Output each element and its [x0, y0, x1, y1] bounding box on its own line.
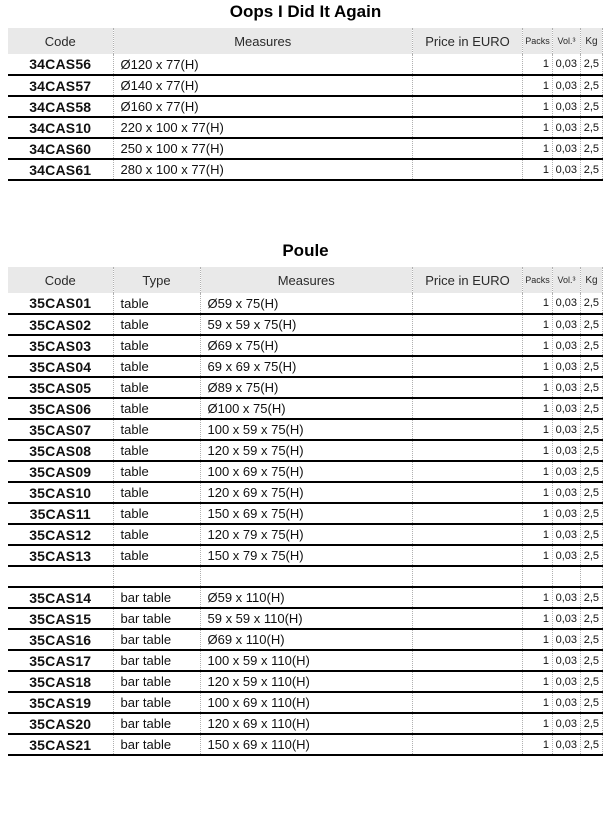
cell-measures: Ø69 x 75(H): [200, 335, 413, 356]
table-row: [8, 524, 603, 545]
column-header-packs: Packs: [523, 28, 553, 54]
cell-code: 35CAS20: [8, 713, 113, 734]
cell-type: bar table: [113, 692, 200, 713]
spacer-cell: [8, 566, 113, 587]
cell-code: 35CAS05: [8, 377, 113, 398]
cell-kg: 2,5: [581, 545, 603, 566]
cell-type: bar table: [113, 713, 200, 734]
table-row: [8, 398, 603, 419]
cell-vol: 0,03: [553, 293, 581, 314]
cell-measures: Ø160 x 77(H): [113, 96, 413, 117]
cell-type: table: [113, 377, 200, 398]
cell-price: [413, 159, 523, 180]
spacer-cell: [523, 566, 553, 587]
cell-packs: 1: [523, 117, 553, 138]
cell-vol: 0,03: [553, 713, 581, 734]
cell-measures: 120 x 69 x 110(H): [200, 713, 413, 734]
cell-measures: Ø120 x 77(H): [113, 54, 413, 75]
cell-measures: 120 x 69 x 75(H): [200, 482, 413, 503]
cell-packs: 1: [523, 293, 553, 314]
cell-price: [413, 734, 523, 755]
cell-price: [413, 75, 523, 96]
cell-code: 35CAS16: [8, 629, 113, 650]
cell-measures: 120 x 79 x 75(H): [200, 524, 413, 545]
cell-measures: Ø59 x 75(H): [200, 293, 413, 314]
product-table-poule: [8, 267, 603, 756]
table-header: [8, 28, 603, 54]
column-header-packs: Packs: [523, 267, 553, 293]
cell-price: [413, 398, 523, 419]
table-row: [8, 713, 603, 734]
cell-kg: 2,5: [581, 54, 603, 75]
cell-kg: 2,5: [581, 356, 603, 377]
cell-type: table: [113, 293, 200, 314]
cell-type: table: [113, 482, 200, 503]
cell-measures: 220 x 100 x 77(H): [113, 117, 413, 138]
cell-price: [413, 54, 523, 75]
cell-price: [413, 419, 523, 440]
cell-measures: 150 x 69 x 75(H): [200, 503, 413, 524]
table-row: [8, 419, 603, 440]
cell-measures: 120 x 59 x 75(H): [200, 440, 413, 461]
table-row: [8, 587, 603, 608]
table-row: [8, 503, 603, 524]
cell-code: 35CAS01: [8, 293, 113, 314]
cell-packs: 1: [523, 734, 553, 755]
cell-packs: 1: [523, 356, 553, 377]
cell-kg: 2,5: [581, 650, 603, 671]
cell-price: [413, 293, 523, 314]
cell-type: table: [113, 440, 200, 461]
column-header-measures: Measures: [200, 267, 413, 293]
cell-vol: 0,03: [553, 419, 581, 440]
cell-type: bar table: [113, 671, 200, 692]
cell-code: 34CAS60: [8, 138, 113, 159]
cell-vol: 0,03: [553, 461, 581, 482]
cell-type: table: [113, 419, 200, 440]
cell-measures: 100 x 59 x 110(H): [200, 650, 413, 671]
table-header: [8, 267, 603, 293]
cell-packs: 1: [523, 314, 553, 335]
cell-vol: 0,03: [553, 524, 581, 545]
cell-vol: 0,03: [553, 545, 581, 566]
table-row: [8, 650, 603, 671]
column-header-code: Code: [8, 267, 113, 293]
cell-price: [413, 503, 523, 524]
cell-kg: 2,5: [581, 608, 603, 629]
cell-price: [413, 138, 523, 159]
cell-measures: 100 x 69 x 75(H): [200, 461, 413, 482]
cell-code: 35CAS14: [8, 587, 113, 608]
table-row: [8, 377, 603, 398]
cell-measures: 150 x 69 x 110(H): [200, 734, 413, 755]
cell-vol: 0,03: [553, 692, 581, 713]
cell-vol: 0,03: [553, 440, 581, 461]
cell-measures: Ø89 x 75(H): [200, 377, 413, 398]
spacer-cell: [413, 566, 523, 587]
cell-vol: 0,03: [553, 671, 581, 692]
cell-price: [413, 377, 523, 398]
cell-price: [413, 461, 523, 482]
column-header-kg: Kg: [581, 267, 603, 293]
table-row: [8, 440, 603, 461]
table-row: [8, 75, 603, 96]
cell-code: 35CAS17: [8, 650, 113, 671]
cell-vol: 0,03: [553, 734, 581, 755]
cell-type: bar table: [113, 650, 200, 671]
cell-type: table: [113, 335, 200, 356]
spacer-cell: [113, 566, 200, 587]
table-title: Oops I Did It Again: [229, 2, 382, 21]
cell-measures: 69 x 69 x 75(H): [200, 356, 413, 377]
cell-vol: 0,03: [553, 117, 581, 138]
cell-type: bar table: [113, 587, 200, 608]
table-row: [8, 734, 603, 755]
cell-kg: 2,5: [581, 138, 603, 159]
cell-kg: 2,5: [581, 461, 603, 482]
table-row: [8, 461, 603, 482]
column-header-vol: Vol.³: [553, 28, 581, 54]
cell-packs: 1: [523, 692, 553, 713]
cell-packs: 1: [523, 629, 553, 650]
cell-packs: 1: [523, 545, 553, 566]
cell-packs: 1: [523, 419, 553, 440]
cell-code: 35CAS21: [8, 734, 113, 755]
cell-type: table: [113, 314, 200, 335]
cell-code: 35CAS08: [8, 440, 113, 461]
cell-vol: 0,03: [553, 650, 581, 671]
cell-type: bar table: [113, 629, 200, 650]
cell-code: 34CAS57: [8, 75, 113, 96]
table-row: [8, 96, 603, 117]
cell-packs: 1: [523, 398, 553, 419]
cell-packs: 1: [523, 96, 553, 117]
cell-kg: 2,5: [581, 734, 603, 755]
cell-kg: 2,5: [581, 671, 603, 692]
table-row: [8, 293, 603, 314]
cell-vol: 0,03: [553, 138, 581, 159]
cell-price: [413, 629, 523, 650]
cell-packs: 1: [523, 524, 553, 545]
cell-code: 34CAS10: [8, 117, 113, 138]
cell-packs: 1: [523, 608, 553, 629]
cell-vol: 0,03: [553, 96, 581, 117]
table-row: [8, 138, 603, 159]
cell-price: [413, 314, 523, 335]
cell-price: [413, 671, 523, 692]
cell-packs: 1: [523, 335, 553, 356]
cell-code: 35CAS02: [8, 314, 113, 335]
cell-kg: 2,5: [581, 587, 603, 608]
table-row: [8, 314, 603, 335]
cell-price: [413, 440, 523, 461]
cell-kg: 2,5: [581, 159, 603, 180]
table-row: [8, 692, 603, 713]
cell-type: table: [113, 356, 200, 377]
cell-price: [413, 117, 523, 138]
table-row: [8, 608, 603, 629]
cell-kg: 2,5: [581, 524, 603, 545]
cell-code: 35CAS13: [8, 545, 113, 566]
cell-vol: 0,03: [553, 314, 581, 335]
cell-price: [413, 356, 523, 377]
cell-measures: 100 x 59 x 75(H): [200, 419, 413, 440]
cell-type: bar table: [113, 734, 200, 755]
cell-measures: Ø140 x 77(H): [113, 75, 413, 96]
cell-packs: 1: [523, 54, 553, 75]
cell-packs: 1: [523, 503, 553, 524]
cell-measures: 120 x 59 x 110(H): [200, 671, 413, 692]
cell-measures: 100 x 69 x 110(H): [200, 692, 413, 713]
cell-packs: 1: [523, 159, 553, 180]
spacer-row: [8, 566, 603, 587]
cell-code: 35CAS04: [8, 356, 113, 377]
cell-measures: 59 x 59 x 110(H): [200, 608, 413, 629]
cell-code: 35CAS15: [8, 608, 113, 629]
cell-kg: 2,5: [581, 335, 603, 356]
cell-measures: 280 x 100 x 77(H): [113, 159, 413, 180]
cell-kg: 2,5: [581, 440, 603, 461]
cell-vol: 0,03: [553, 629, 581, 650]
cell-kg: 2,5: [581, 377, 603, 398]
column-header-type: Type: [113, 267, 200, 293]
table-row: [8, 482, 603, 503]
cell-code: 35CAS03: [8, 335, 113, 356]
cell-vol: 0,03: [553, 54, 581, 75]
table-row: [8, 545, 603, 566]
cell-type: table: [113, 503, 200, 524]
cell-code: 34CAS56: [8, 54, 113, 75]
cell-packs: 1: [523, 75, 553, 96]
cell-measures: 59 x 59 x 75(H): [200, 314, 413, 335]
cell-kg: 2,5: [581, 75, 603, 96]
cell-price: [413, 524, 523, 545]
cell-measures: Ø69 x 110(H): [200, 629, 413, 650]
cell-price: [413, 713, 523, 734]
cell-vol: 0,03: [553, 356, 581, 377]
column-header-vol: Vol.³: [553, 267, 581, 293]
cell-type: table: [113, 461, 200, 482]
cell-kg: 2,5: [581, 314, 603, 335]
header-row: [8, 267, 603, 293]
cell-kg: 2,5: [581, 117, 603, 138]
table-row: [8, 117, 603, 138]
cell-price: [413, 545, 523, 566]
cell-vol: 0,03: [553, 335, 581, 356]
cell-type: table: [113, 545, 200, 566]
cell-kg: 2,5: [581, 96, 603, 117]
table-row: [8, 159, 603, 180]
cell-measures: Ø100 x 75(H): [200, 398, 413, 419]
cell-type: table: [113, 524, 200, 545]
product-table-oops-i-did-it-again: [8, 28, 603, 181]
cell-vol: 0,03: [553, 159, 581, 180]
cell-packs: 1: [523, 482, 553, 503]
column-header-kg: Kg: [581, 28, 603, 54]
cell-price: [413, 650, 523, 671]
cell-price: [413, 96, 523, 117]
cell-type: bar table: [113, 608, 200, 629]
cell-code: 35CAS06: [8, 398, 113, 419]
cell-type: table: [113, 398, 200, 419]
cell-kg: 2,5: [581, 398, 603, 419]
cell-packs: 1: [523, 461, 553, 482]
cell-code: 35CAS11: [8, 503, 113, 524]
cell-vol: 0,03: [553, 608, 581, 629]
table-row: [8, 356, 603, 377]
cell-code: 35CAS12: [8, 524, 113, 545]
cell-vol: 0,03: [553, 377, 581, 398]
cell-kg: 2,5: [581, 692, 603, 713]
cell-kg: 2,5: [581, 713, 603, 734]
cell-code: 35CAS07: [8, 419, 113, 440]
cell-packs: 1: [523, 650, 553, 671]
cell-kg: 2,5: [581, 503, 603, 524]
table-row: [8, 671, 603, 692]
table-row: [8, 335, 603, 356]
cell-price: [413, 587, 523, 608]
cell-packs: 1: [523, 713, 553, 734]
cell-price: [413, 692, 523, 713]
table-body: [8, 54, 603, 180]
cell-packs: 1: [523, 671, 553, 692]
cell-price: [413, 608, 523, 629]
cell-price: [413, 482, 523, 503]
column-header-price: Price in EURO: [413, 28, 523, 54]
spacer-cell: [200, 566, 413, 587]
spacer-cell: [581, 566, 603, 587]
cell-code: 34CAS58: [8, 96, 113, 117]
cell-kg: 2,5: [581, 482, 603, 503]
table-section-poule: [8, 241, 603, 756]
header-row: [8, 28, 603, 54]
cell-price: [413, 335, 523, 356]
cell-measures: Ø59 x 110(H): [200, 587, 413, 608]
column-header-measures: Measures: [113, 28, 413, 54]
cell-vol: 0,03: [553, 587, 581, 608]
cell-code: 35CAS19: [8, 692, 113, 713]
cell-measures: 250 x 100 x 77(H): [113, 138, 413, 159]
table-body: [8, 293, 603, 755]
table-row: [8, 629, 603, 650]
cell-packs: 1: [523, 138, 553, 159]
cell-kg: 2,5: [581, 629, 603, 650]
cell-code: 35CAS18: [8, 671, 113, 692]
cell-vol: 0,03: [553, 503, 581, 524]
table-row: [8, 54, 603, 75]
cell-vol: 0,03: [553, 398, 581, 419]
cell-measures: 150 x 79 x 75(H): [200, 545, 413, 566]
cell-packs: 1: [523, 440, 553, 461]
table-title: Poule: [282, 241, 329, 260]
cell-code: 35CAS09: [8, 461, 113, 482]
cell-kg: 2,5: [581, 293, 603, 314]
table-section-oops-i-did-it-again: [8, 2, 603, 181]
cell-packs: 1: [523, 587, 553, 608]
column-header-code: Code: [8, 28, 113, 54]
cell-vol: 0,03: [553, 75, 581, 96]
cell-kg: 2,5: [581, 419, 603, 440]
column-header-price: Price in EURO: [413, 267, 523, 293]
cell-packs: 1: [523, 377, 553, 398]
cell-vol: 0,03: [553, 482, 581, 503]
cell-code: 35CAS10: [8, 482, 113, 503]
cell-code: 34CAS61: [8, 159, 113, 180]
spacer-cell: [553, 566, 581, 587]
